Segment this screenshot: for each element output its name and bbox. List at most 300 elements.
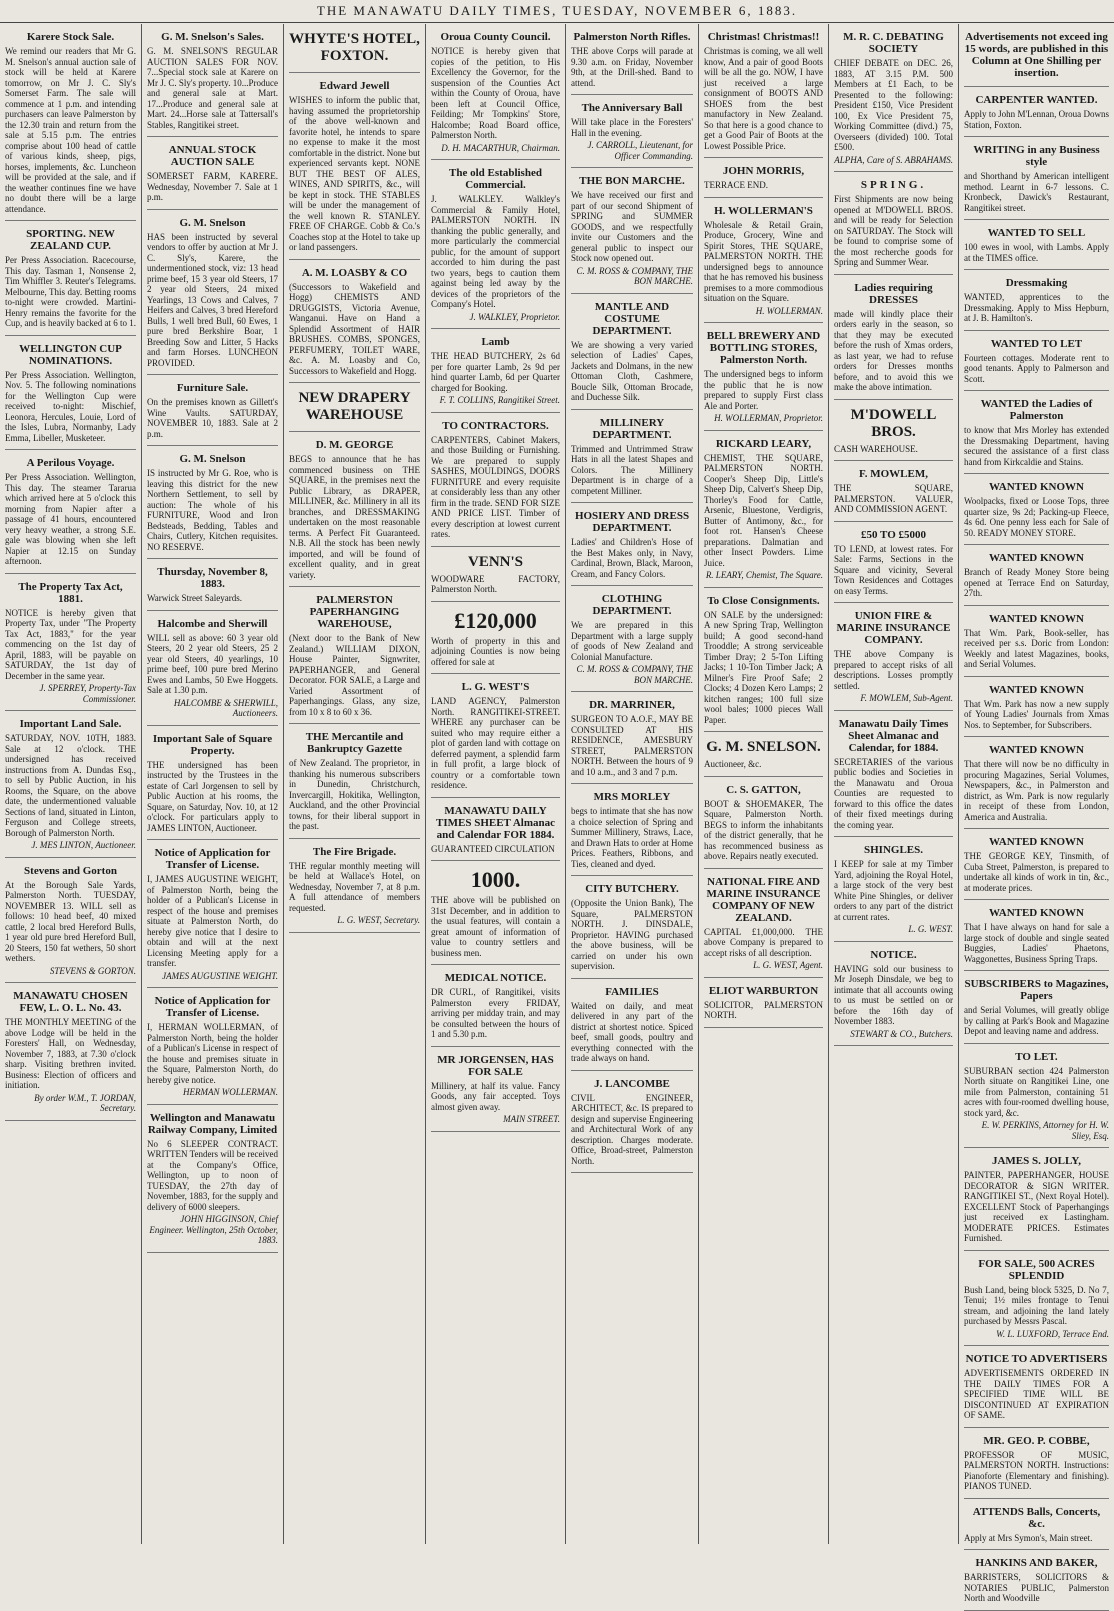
advertisement bbox=[704, 200, 823, 324]
advertisement bbox=[431, 162, 560, 329]
ad-signature: H. WOLLERMAN. bbox=[755, 305, 823, 316]
ad-title: WANTED KNOWN bbox=[988, 683, 1085, 696]
ad-body: SUBURBAN section 424 Palmerston North situate on Rangitikei Line, one mile from Palmerston, containing 51 acres with four-roomed dwelling house, stock yard, &c. bbox=[964, 1065, 1109, 1118]
ad-title: D. M. GEORGE bbox=[315, 439, 394, 451]
ad-title: The Property Tax Act, 1881. bbox=[18, 580, 123, 605]
ad-title: Furniture Sale. bbox=[176, 382, 249, 394]
ad-body: BEGS to announce that he has commenced business on THE SQUARE, in the premises next the Public Library, as DRAPER, MILLINER, &c. Millinery in all its branches, and DRESSMAKING undertaken on the most reasonable terms. A Perfect Fit Guaranteed. N.B. All the stock has been newly imported, and will be found of excellent quality, and in great variety. bbox=[289, 454, 420, 580]
ad-body: BARRISTERS, SOLICITORS & NOTARIES PUBLIC, Palmerston North and Woodville bbox=[964, 1572, 1109, 1603]
advertisement bbox=[964, 1150, 1109, 1251]
ad-title: WANTED KNOWN bbox=[988, 907, 1085, 919]
ad-title: The Anniversary Ball bbox=[581, 102, 683, 114]
advertisement bbox=[704, 26, 823, 158]
advertisement bbox=[289, 726, 420, 839]
ad-body: SOLICITOR, PALMERSTON NORTH. bbox=[704, 999, 823, 1020]
column-a bbox=[0, 24, 142, 1544]
ad-signature: C. M. ROSS & COMPANY, THE BON MARCHE. bbox=[576, 664, 693, 685]
ad-signature: C. M. ROSS & COMPANY, THE BON MARCHE. bbox=[576, 265, 693, 286]
advertisement bbox=[704, 160, 823, 198]
ad-body: and Shorthand by American intelligent method. Learnt in 6-7 lessons. C. Kronbeck, Dawick's Restaurant, Rangitikei street. bbox=[964, 171, 1109, 213]
ad-title: SPORTING. NEW ZEALAND CUP. bbox=[26, 228, 115, 252]
ad-title: Edward Jewell bbox=[319, 80, 390, 92]
ad-signature: E. W. PERKINS, Attorney for H. W. Sliey, Esq. bbox=[981, 1120, 1109, 1141]
ad-title: 1000. bbox=[470, 867, 521, 892]
advertisement bbox=[147, 1107, 278, 1253]
ad-title: CLOTHING DEPARTMENT. bbox=[592, 593, 672, 617]
ad-title: A Perilous Voyage. bbox=[26, 457, 115, 469]
ad-body: BOOT & SHOEMAKER, The Square, Palmerston North. BEGS to inform the inhabitants of the district generally, that he has recommenced business as above. Repairs neatly executed. bbox=[704, 798, 823, 861]
ad-title: RICKARD LEARY, bbox=[715, 437, 812, 450]
advertisement bbox=[147, 212, 278, 376]
ad-title: G. M. Snelson bbox=[179, 216, 246, 229]
ad-title: Advertisements not exceed ing 15 words, are published in this Column at One Shilling per insertion. bbox=[964, 31, 1109, 79]
ad-title: L. G. WEST'S bbox=[461, 681, 530, 693]
ad-title: MEDICAL NOTICE. bbox=[444, 972, 547, 984]
ad-body: HAS been instructed by several vendors to offer by auction at Mr J. C. Sly's, Karere, the undermentioned stock, viz: 13 head prime beef, 15 3 year old Steers, 17 2 year old Steers, 24 mixed Yearlings, 13 Cows and Calves, 7 Heifers and Calves, 3 bred Hereford Bulls, 1 well bred Bull, 60 Ewes, 1 pure bred Berkshire Boar, 1 Breeding Sow and Litter, 5 Hacks and farm Horses. LUNCHEON PROVIDED. bbox=[147, 231, 278, 368]
ad-body: LAND AGENCY, Palmerston North. RANGITIKEI-STREET. WHERE any purchaser can be suited who may require either a plot of garden land with cottage on deferred payment, a splendid farm in full profit, a large block of country or a comfortable town residence. bbox=[431, 696, 560, 790]
ad-title: Karere Stock Sale. bbox=[26, 31, 115, 43]
ad-title: Lamb bbox=[481, 336, 510, 348]
ad-title: WANTED TO LET bbox=[990, 337, 1083, 350]
ad-body: SATURDAY, NOV. 10TH, 1883. Sale at 12 o'clock. THE undersigned has received instructions from A. Dundas Esq., to sell by Public Auction, in his Rooms, the Square, on the above date, the undermentioned valuable Sections of land, situated in Linton, Ferguson and College streets, Borough of Palmerston North. bbox=[5, 733, 136, 838]
ad-title: NEW DRAPERY WAREHOUSE bbox=[298, 390, 411, 423]
ad-title: CARPENTER WANTED. bbox=[975, 94, 1098, 106]
advertisement bbox=[964, 831, 1109, 900]
ad-title: WANTED TO SELL bbox=[987, 227, 1086, 239]
ad-signature: J. MES LINTON, Auctioneer. bbox=[31, 840, 136, 850]
ad-title: WRITING in any Business style bbox=[973, 144, 1100, 168]
ad-title: TO LET. bbox=[1015, 1050, 1058, 1063]
ad-title: MR JORGENSEN, HAS FOR SALE bbox=[437, 1053, 554, 1078]
ad-title: JAMES S. JOLLY, bbox=[991, 1155, 1082, 1167]
ad-signature: R. LEARY, Chemist, The Square. bbox=[705, 570, 823, 580]
ad-body: GUARANTEED CIRCULATION bbox=[431, 843, 555, 854]
ad-title: VENN'S bbox=[467, 553, 523, 570]
advertisement bbox=[571, 878, 693, 979]
advertisement bbox=[289, 434, 420, 587]
ad-signature: L. G. WEST, Secretary. bbox=[337, 915, 420, 925]
advertisement bbox=[964, 1430, 1109, 1499]
advertisement bbox=[147, 842, 278, 988]
ad-body: CAPITAL £1,000,000. THE above Company is prepared to accept risks of all description. bbox=[704, 926, 823, 958]
ad-title: MILLINERY DEPARTMENT. bbox=[592, 416, 672, 441]
advertisement bbox=[5, 223, 136, 336]
advertisement bbox=[834, 713, 953, 838]
ad-body: Auctioneer, &c. bbox=[704, 759, 762, 769]
advertisement bbox=[964, 739, 1109, 829]
advertisement bbox=[704, 325, 823, 431]
advertisement bbox=[5, 338, 136, 451]
ad-title: Notice of Application for Transfer of License. bbox=[154, 995, 271, 1019]
advertisement bbox=[571, 694, 693, 784]
ad-title: NATIONAL FIRE AND MARINE INSURANCE COMPANY OF NEW ZEALAND. bbox=[706, 875, 821, 924]
advertisement bbox=[834, 463, 953, 522]
advertisement bbox=[5, 26, 136, 221]
advertisement bbox=[289, 262, 420, 384]
ad-title: WHYTE'S HOTEL, FOXTON. bbox=[289, 31, 420, 64]
ad-title: THE BON MARCHE. bbox=[579, 175, 685, 187]
ad-title: HANKINS AND BAKER, bbox=[975, 1557, 1098, 1569]
ad-title: SHINGLES. bbox=[864, 844, 923, 856]
ad-signature: D. H. MACARTHUR, Chairman. bbox=[441, 142, 560, 153]
ad-title: G. M. Snelson's Sales. bbox=[161, 31, 264, 43]
advertisement bbox=[834, 174, 953, 275]
column-c bbox=[284, 24, 426, 1544]
ad-body: ON SALE by the undersigned: A new Spring Trap, Wellington build; A good second-hand Trooddle; A strong serviceable Timber Dray; 2 5-Ton Lifting Jacks; 1 10-Ton Timber Jack; A Milner's Fire Proof Safe; 2 Clocks; 4 Dozen Kero Lamps; 2 kitchen ranges; 100 full size wool bales; 1000 pieces Wall Paper. bbox=[704, 609, 823, 725]
ad-body: THE above Company is prepared to accept risks of all descriptions. Losses promptly settled. bbox=[834, 649, 953, 691]
ad-body: CIVIL ENGINEER, ARCHITECT, &c. IS prepared to design and supervise Engineering and Architectural Work of any description. Charges moderate. Office, Broad-street, Palmerston North. bbox=[571, 1092, 693, 1166]
advertisement bbox=[964, 89, 1109, 137]
ad-signature: L. G. WEST. bbox=[908, 924, 953, 934]
ad-title: Important Land Sale. bbox=[19, 718, 122, 730]
ad-body: THE HEAD BUTCHERY, 2s 6d per fore quarter Lamb, 2s 9d per hind quarter Lamb, 6d per Quarter charged for Booking. bbox=[431, 351, 560, 393]
ad-body: Worth of property in this and adjoining Counties is now being offered for sale at bbox=[431, 635, 560, 667]
ad-title: UNION FIRE & MARINE INSURANCE COMPANY. bbox=[836, 610, 951, 646]
ad-title: MANAWATU CHOSEN FEW, L. O. L. No. 43. bbox=[13, 990, 128, 1014]
ad-signature: JAMES AUGUSTINE WEIGHT. bbox=[162, 970, 278, 981]
ad-body: CHEMIST, THE SQUARE, PALMERSTON NORTH. Cooper's Sheep Dip, Little's Sheep Dip, Calvert's Sheep Dip, Thorley's Food for Cattle, Arsenic, Bluestone, Verdigris, Butter of Antimony, &c., for foot rot. Hansen's Cheese preparations. Dalmatian and other Insect Powders. Lime Juice. bbox=[704, 452, 823, 568]
advertisement bbox=[147, 728, 278, 841]
ad-body: Waited on daily, and meat delivered in any part of the district at shortest notice. Spiced beef, small goods, poultry and everything connected with the trade always on hand. bbox=[571, 1000, 693, 1063]
ad-title: HOSIERY AND DRESS DEPARTMENT. bbox=[574, 510, 690, 534]
ad-body: THE undersigned has been instructed by the Trustees in the estate of Carl Jorgensen to sell by Public Auction at his rooms, the Square, on Saturday, Nov. 10, at 12 o'clock. For particulars apply to JAMES LINTON, Auctioneer. bbox=[147, 759, 278, 833]
ad-body: Per Press Association. Wellington, This day. The steamer Tararua which arrived here at 5 o'clock this morning from Napier after a passage of 41 hours, encountered very heavy weather, a strong S.E. gale was blowing when she left Napier at 12.15 on Sunday afternoon. bbox=[5, 472, 136, 566]
advertisement bbox=[571, 588, 693, 692]
ad-title: Christmas! Christmas!! bbox=[707, 31, 820, 43]
advertisement bbox=[964, 547, 1109, 606]
advertisement bbox=[834, 839, 953, 942]
advertisement bbox=[147, 448, 278, 559]
ad-body: NOTICE is hereby given that Property Tax, under "The Property Tax Act, 1883," for the year commencing on the 1st day of April, 1883, will be payable on SATURDAY, the 1st day of December in the same year. bbox=[5, 607, 136, 681]
advertisement bbox=[964, 1253, 1109, 1347]
ad-body: THE GEORGE KEY, Tinsmith, of Cuba Street, Palmerston, is prepared to undertake all kinds of work in tin, &c., at moderate prices. bbox=[964, 851, 1109, 893]
ad-body: Trimmed and Untrimmed Straw Hats in all the latest Shapes and Colors. The Millinery Department is in charge of a competent Milliner. bbox=[571, 443, 693, 496]
ad-signature: F. T. COLLINS, Rangitikei Street. bbox=[439, 395, 560, 405]
ad-title: ATTENDS Balls, Concerts, &c. bbox=[972, 1505, 1101, 1530]
ad-body: SOMERSET FARM, KARERE. Wednesday, November 7. Sale at 1 p.m. bbox=[147, 171, 278, 202]
advertisement bbox=[571, 26, 693, 95]
ad-body: SECRETARIES of the various public bodies and Societies in the Manawatu and Oroua Counties are requested to forward to this office the dates of their fixed meetings during the coming year. bbox=[834, 756, 953, 830]
ad-body: THE above will be published on 31st December, and in addition to the usual features, will contain a great amount of information of value to country settlers and business men. bbox=[431, 895, 560, 958]
ad-title: BELL BREWERY AND BOTTLING STORES, Palmerston North. bbox=[706, 330, 821, 366]
advertisement bbox=[147, 377, 278, 446]
ad-body: DR CURL, of Rangitikei, visits Palmerston every FRIDAY, arriving per midday train, and may be consulted between the hours of 1 and 5.30 p.m. bbox=[431, 987, 560, 1039]
ad-body: WOODWARE FACTORY, Palmerston North. bbox=[431, 573, 560, 594]
advertisement bbox=[571, 505, 693, 586]
ad-body: ADVERTISEMENTS ORDERED IN THE DAILY TIMES FOR A SPECIFIED TIME WILL BE DISCONTINUED AT EXPIRATION OF SAME. bbox=[964, 1368, 1109, 1420]
advertisement bbox=[834, 944, 953, 1047]
ad-body: and Serial Volumes, will greatly oblige by calling at Park's Book and Magazine Depot and leaving name and address. bbox=[964, 1005, 1109, 1036]
advertisement bbox=[964, 608, 1109, 677]
ad-body: THE MONTHLY MEETING of the above Lodge will be held in the Foresters' Hall, on Wednesday, November 7, 1883, at 7.30 o'clock sharp. Visiting brethren invited. Business: Election of officers and initiation. bbox=[5, 1017, 136, 1090]
advertisement bbox=[571, 97, 693, 168]
ad-title: M'DOWELL BROS. bbox=[850, 406, 937, 440]
ad-body: Apply to John M'Lennan, Oroua Downs Station, Foxton. bbox=[964, 109, 1109, 130]
ad-body: WISHES to inform the public that, having assumed the proprietorship of the above well-known and favorite hotel, he intends to spare no expense to make it the most comfortable in the district. None but experienced servants kept. NONE BUT THE BEST OF ALES, WINES, AND SPIRITS, &c., will be kept in stock. THE STABLES will be under the management of the well known R. STANLEY. FREE OF CHARGE. Cobb & Co.'s Coaches stop at the Hotel to take up or land passengers. bbox=[289, 95, 420, 252]
ad-title: G. M. Snelson bbox=[179, 453, 246, 465]
ad-title: WANTED KNOWN bbox=[988, 552, 1085, 564]
ad-body: First Shipments are now being opened at M'DOWELL BROS. and will be ready for Selection on SATURDAY. The Stock will be found to comprise some of the most recherche goods for Spring and Summer Wear. bbox=[834, 194, 953, 267]
advertisement bbox=[5, 452, 136, 574]
ad-signature: ALPHA, Care of S. ABRAHAMS. bbox=[834, 154, 953, 165]
ad-title: Palmerston North Rifles. bbox=[573, 31, 691, 43]
advertisement bbox=[289, 75, 420, 260]
ad-body: of New Zealand. The proprietor, in thanking his numerous subscribers in Dunedin, Christchurch, Invercargill, Hokitika, Wellington, Auckland, and the other Provincial towns, for their liberal support in the past. bbox=[289, 758, 420, 831]
ad-body: Millinery, at half its value. Fancy Goods, any fair accepted. Toys almost given away. bbox=[431, 1080, 560, 1112]
ad-title: Manawatu Daily Times Sheet Almanac and Calendar, for 1884. bbox=[838, 717, 949, 754]
ad-body: CARPENTERS, Cabinet Makers, and those Building or Furnishing. We are prepared to supply SASHES, MOULDINGS, DOORS FURNITURE and every requisite at considerably less than any other firm in the trade. SEND FOR SIZE AND PRICE LIST. Timber of every description at lowest current rates. bbox=[431, 434, 560, 539]
ad-title: TO CONTRACTORS. bbox=[442, 419, 549, 432]
column-d bbox=[426, 24, 566, 1544]
ad-signature: J. CARROLL, Lieutenant, for Officer Commanding. bbox=[587, 140, 693, 161]
advertisement bbox=[834, 277, 953, 400]
ad-title: Notice of Application for Transfer of License. bbox=[154, 847, 271, 871]
advertisement bbox=[571, 786, 693, 876]
ad-body: Woolpacks, fixed or Loose Tops, three quarter size, 9s 2d; Packing-up Fleece, 4s 6d. One penny less each for Sale of 50. READY MONEY STORE. bbox=[964, 496, 1109, 538]
ad-title: SPRING. bbox=[860, 179, 927, 191]
ad-title: FAMILIES bbox=[605, 985, 659, 998]
advertisement bbox=[704, 433, 823, 588]
ad-body: WILL sell as above: 60 3 year old Steers, 20 2 year old Steers, 25 2 year old Steers, 40 yearlings, 10 prime beef, 100 pure bred Merino Ewes and Lambs, 50 Ewe Hoggets. Sale at 1.30 p.m. bbox=[147, 632, 278, 695]
advertisement bbox=[964, 222, 1109, 270]
ad-title: The Fire Brigade. bbox=[312, 845, 397, 858]
ad-title: MRS MORLEY bbox=[593, 791, 671, 803]
advertisement bbox=[964, 1501, 1109, 1551]
ad-body: made will kindly place their orders early in the season, so that they may be executed before the rush of Xmas orders, as last year, we had to refuse orders for Dresses months before, and to avoid this we make the above intimation. bbox=[834, 308, 953, 392]
ad-title: Wellington and Manawatu Railway Company, Limited bbox=[147, 1111, 278, 1136]
ad-title: J. LANCOMBE bbox=[594, 1077, 670, 1090]
advertisement bbox=[964, 902, 1109, 971]
ad-body: THE above Corps will parade at 9.30 a.m. on Friday, November 9th, at the Drill-shed. Band to attend. bbox=[571, 46, 693, 88]
advertisement bbox=[289, 841, 420, 933]
advertisement bbox=[964, 333, 1109, 392]
advertisement bbox=[704, 779, 823, 869]
advertisement bbox=[147, 26, 278, 137]
ad-title: WANTED KNOWN bbox=[988, 612, 1085, 625]
advertisement bbox=[964, 973, 1109, 1044]
ad-signature: STEVENS & GORTON. bbox=[49, 965, 136, 976]
ad-body: J. WALKLEY. Walkley's Commercial & Family Hotel, PALMERSTON NORTH. IN thanking the public generally, and more particularly the commercial public, for the amount of support accorded to him during the past two years, begs to caution them against being led away by the devices of the proprietors of the Company's Hotel. bbox=[431, 194, 560, 309]
ad-body: That Wm. Park has now a new supply of Young Ladies' Journals from Xmas Nos. to September, for Subscribers. bbox=[964, 698, 1109, 730]
advertisement bbox=[431, 676, 560, 798]
ad-body: The undersigned begs to inform the public that he is now prepared to supply First class Ale and Porter. bbox=[704, 369, 823, 411]
advertisement bbox=[431, 967, 560, 1047]
advertisement bbox=[289, 26, 420, 73]
advertisement bbox=[834, 26, 953, 172]
ad-body: Wholesale & Retail Grain, Produce, Grocery, Wine and Spirit Stores, THE SQUARE, PALMERSTON NORTH. THE undersigned begs to announce that he has removed his business premises to a more commodious situation on the Square. bbox=[704, 219, 823, 303]
advertisement bbox=[571, 170, 693, 294]
advertisement bbox=[964, 1348, 1109, 1428]
advertisement bbox=[571, 296, 693, 410]
ad-title: FOR SALE, 500 ACRES SPLENDID bbox=[978, 1257, 1095, 1282]
ad-body: IS instructed by Mr G. Roe, who is leaving this district for the new Northern Settlement, to sell by auction: The whole of his FURNITURE, Wood and Iron Bedsteads, Bedding, Tables and Chairs, Cutlery, Kitchen requisites. NO RESERVE. bbox=[147, 468, 278, 552]
column-b bbox=[142, 24, 284, 1544]
ad-body: I, JAMES AUGUSTINE WEIGHT, of Palmerston North, being the holder of a Publican's License in respect of the house and premises situate at Palmerston North, do hereby give notice that I desire to obtain and will at the next Licensing Meeting apply for a transfer. bbox=[147, 874, 278, 968]
ad-body: We have received our first and part of our second Shipment of SPRING and SUMMER GOODS, and we respectfully invite our Customers and the general public to inspect our Stock now opened out. bbox=[571, 190, 693, 263]
ad-signature: F. MOWLEM, Sub-Agent. bbox=[860, 693, 953, 703]
ad-signature: HALCOMBE & SHERWILL, Auctioneers. bbox=[173, 697, 278, 718]
advertisement bbox=[431, 800, 560, 862]
advertisement bbox=[834, 605, 953, 711]
ad-title: F. MOWLEM, bbox=[859, 468, 928, 480]
ad-title: MANTLE AND COSTUME DEPARTMENT. bbox=[592, 300, 672, 337]
ad-title: CITY BUTCHERY. bbox=[585, 883, 679, 895]
ad-title: WANTED KNOWN bbox=[988, 744, 1085, 756]
ad-title: Important Sale of Square Property. bbox=[152, 732, 273, 757]
advertisement bbox=[704, 590, 823, 733]
ad-body: On the premises known as Gillett's Wine Vaults. SATURDAY, NOVEMBER 10, 1883. Sale at 2 p.m. bbox=[147, 397, 278, 439]
ad-title: DR. MARRINER, bbox=[589, 699, 675, 711]
ad-body: I, HERMAN WOLLERMAN, of Palmerston North, being the holder of a Publican's License in respect of the house and premises situate in the Square, Palmerston North, do hereby give notice. bbox=[147, 1022, 278, 1085]
ad-body: No 6 SLEEPER CONTRACT. WRITTEN Tenders will be received at the Company's Office, Wellington, up to noon of TUESDAY, the 27th day of November, 1883, for the supply and delivery of 6000 sleepers. bbox=[147, 1138, 278, 1212]
ad-body: Warwick Street Saleyards. bbox=[147, 593, 242, 603]
ad-title: Ladies requiring DRESSES bbox=[854, 281, 933, 306]
column-h bbox=[959, 24, 1114, 1603]
ad-body: We are prepared in this Department with a large supply of goods of New Zealand and Colonial Manufacture. bbox=[571, 620, 693, 662]
ad-body: Ladies' and Children's Hose of the Best Makes only, in Navy, Cardinal, Brown, Black, Maroon, Cream, and Fancy Colors. bbox=[571, 537, 693, 579]
ad-title: WANTED KNOWN bbox=[988, 481, 1085, 493]
ad-body: NOTICE is hereby given that copies of the petition, to His Excellency the Governor, for the suspension of the Counties Act within the County of Oroua, have been left at Council Office, Feilding; Mr Tompkins' Store, Halcombe; Road Board office, Palmerston North. bbox=[431, 46, 560, 140]
advertisement bbox=[431, 863, 560, 965]
advertisement bbox=[147, 990, 278, 1105]
ad-body: PROFESSOR OF MUSIC, PALMERSTON NORTH. Instructions: Pianoforte (Elementary and finishing). PIANOS TUNED. bbox=[964, 1449, 1109, 1491]
ad-body: 100 ewes in wool, with Lambs. Apply at the TIMES office. bbox=[964, 242, 1109, 263]
ad-title: MANAWATU DAILY TIMES SHEET Almanac and Calendar FOR 1884. bbox=[436, 804, 555, 841]
ad-title: SUBSCRIBERS to Magazines, Papers bbox=[964, 978, 1109, 1002]
advertisement bbox=[964, 679, 1109, 738]
ad-body: We are showing a very varied selection of Ladies' Capes, Jackets and Dolmans, in the new Ottoman Cloth, Cashmere, Boucle Silk, Ottoman Brocade, and Duchesse Silk. bbox=[571, 339, 693, 402]
ad-signature: STEWART & CO., Butchers. bbox=[850, 1028, 953, 1039]
ad-body: begs to intimate that she has now a choice selection of Spring and Summer Millinery, Straws, Lace, and Drawn Hats to order at Home Prices. Feathers, Ribbons, and Ties, cleaned and dyed. bbox=[571, 806, 693, 869]
advertisement bbox=[964, 272, 1109, 331]
advertisement bbox=[431, 331, 560, 413]
advertisement bbox=[964, 26, 1109, 87]
column-f bbox=[699, 24, 829, 1544]
ad-body: Per Press Association. Wellington, Nov. 5. The following nominations for the Wellington Cup were received to-night: Mischief, Leonora, Hercules, Louie, Lord of the Isles, Lubra, Normanby, Lady Emma, Libeller, Musketeer. bbox=[5, 369, 136, 443]
advertisement bbox=[431, 26, 560, 160]
ad-body: Will take place in the Foresters' Hall in the evening. bbox=[571, 117, 693, 138]
ad-title: H. WOLLERMAN'S bbox=[714, 204, 813, 217]
ad-body: That Wm. Park, Book-seller, has received per s.s. Doric from London: Weekly and latest Magazines, books, and Serial Volumes. bbox=[964, 627, 1109, 669]
advertisement bbox=[147, 613, 278, 726]
ad-body: SURGEON TO A.O.F., MAY BE CONSULTED AT HIS RESIDENCE, AMESBURY STREET, PALMERSTON NORTH. Between the hours of 9 and 10 a.m., and 3 and 7 p.m. bbox=[571, 714, 693, 777]
ad-title: G. M. SNELSON. bbox=[706, 739, 821, 755]
ad-body: That there will now be no difficulty in procuring Magazines, Serial Volumes, Newspapers, &c., in Palmerston and district, as Wm. Park is now regularly in receipt of these from London, America and Australia. bbox=[964, 759, 1109, 822]
advertisement bbox=[964, 1552, 1109, 1611]
ad-body: Fourteen cottages. Moderate rent to good tenants. Apply to Palmerson and Scott. bbox=[964, 352, 1109, 384]
ad-title: NOTICE. bbox=[870, 948, 917, 961]
ad-signature: HERMAN WOLLERMAN. bbox=[183, 1087, 278, 1097]
ad-title: A. M. LOASBY & CO bbox=[301, 266, 408, 279]
advertisement bbox=[431, 549, 560, 602]
ad-signature: H. WOLLERMAN, Proprietor. bbox=[714, 413, 823, 423]
ad-body: (Successors to Wakefield and Hogg) CHEMISTS AND DRUGGISTS, Victoria Avenue, Wanganui. Have on Hand a Splendid Assortment of HAIR BRUSHES. COMBS, SPONGES, PERFUMERY, TOILET WARE, &c. A. M. Loasby and Co, Successors to Wakefield and Hogg. bbox=[289, 281, 420, 376]
masthead: THE MANAWATU DAILY TIMES, TUESDAY, NOVEMBER 6, 1883. bbox=[0, 0, 1114, 23]
advertisement bbox=[704, 980, 823, 1028]
ad-title: Thursday, November 8, 1883. bbox=[157, 566, 268, 590]
ad-body: I KEEP for sale at my Timber Yard, adjoining the Royal Hotel, a large stock of the very best White Pine Shingles, or deliver orders to any part of the district at current rates. bbox=[834, 859, 953, 922]
ad-signature: MAIN STREET. bbox=[503, 1114, 560, 1124]
ad-title: Dressmaking bbox=[1005, 277, 1068, 289]
advertisement bbox=[5, 860, 136, 984]
advertisement bbox=[571, 412, 693, 504]
ad-title: Oroua County Council. bbox=[440, 31, 551, 43]
ad-body: (Opposite the Union Bank), The Square, PALMERSTON NORTH. J. DINSDALE, Proprietor. HAVING purchased the above business, will be carried on under his own supervision. bbox=[571, 898, 693, 971]
columns bbox=[0, 24, 1114, 1603]
advertisement bbox=[147, 561, 278, 611]
ad-title: Stevens and Gorton bbox=[24, 864, 117, 877]
ad-body: (Next door to the Bank of New Zealand.) WILLIAM DIXON, House Painter, Signwriter, PAPERHANGER, and General Decorator. FOR SALE, a Large and Varied Assortment of Paperhangings. Glass, any size, from 10 x 8 to 60 x 36. bbox=[289, 633, 420, 717]
ad-body: Christmas is coming, we all well know, And a pair of good Boots will be all the go. NOW, I have just received a large consignment of BOOTS AND SHOES from the best manufactory in New Zealand. So that here is a good chance to get a Good Pair of Boots at the Lowest Possible Price. bbox=[704, 46, 823, 151]
ad-title: WELLINGTON CUP NOMINATIONS. bbox=[19, 342, 122, 367]
ad-body: Apply at Mrs Symon's, Main street. bbox=[964, 1532, 1093, 1543]
advertisement bbox=[289, 589, 420, 724]
ad-title: WANTED KNOWN bbox=[988, 836, 1085, 848]
advertisement bbox=[964, 1046, 1109, 1149]
advertisement bbox=[571, 1073, 693, 1174]
ad-body: CASH WAREHOUSE. bbox=[834, 443, 918, 454]
ad-title: £120,000 bbox=[454, 607, 537, 633]
ad-body: WANTED, apprentices to the Dressmaking. Apply to Miss Hepburn, at J. B. Hamilton's. bbox=[964, 292, 1109, 323]
ad-signature: L. G. WEST, Agent. bbox=[753, 960, 823, 970]
ad-body: We remind our readers that Mr G. M. Snelson's annual auction sale of stock will be held at Karere tomorrow, on Mr J. C. Sly's Somerset Farm. The sale will commence at 1 p.m. and intending purchasers can leave Palmerston by the 12.30 train and return from the sale at 5.15 p.m. The entries comprise about 100 head of cattle of various kinds, sheep, pigs, horses, implements, &c. Luncheon will be provided at the sale, and if the weather continues fine we have no doubt there will be a large attendance. bbox=[5, 46, 136, 214]
ad-body: Bush Land, being block 5325, D. No 7, Tenui; 1½ miles frontage to Tenui stream, and adjoining the land lately purchased by Messrs Pascal. bbox=[964, 1284, 1109, 1326]
ad-body: TO LEND, at lowest rates. For Sale: Farms, Sections in the Square and vicinity, Several Town Residences and Cottages on easy Terms. bbox=[834, 543, 953, 596]
column-g bbox=[829, 24, 959, 1544]
ad-title: NOTICE TO ADVERTISERS bbox=[965, 1353, 1108, 1365]
column-e bbox=[566, 24, 699, 1544]
ad-body: PAINTER, PAPERHANGER, HOUSE DECORATOR & SIGN WRITER. RANGITIKEI ST., (Next Royal Hotel). EXCELLENT Stock of Paperhangings just received ex Lastingham. MODERATE PRICES. Estimates Furnished. bbox=[964, 1170, 1109, 1243]
ad-body: G. M. SNELSON'S REGULAR AUCTION SALES FOR NOV. 7...Special stock sale at Karere on Mr J. C. Sly's property. 10...Produce and general sale at Mart. 17...Produce and general sale at Mart. 24...Horse sale at Tattersall's Stables, Rangitikei street. bbox=[147, 46, 278, 130]
ad-signature: By order W.M., T. JORDAN, Secretary. bbox=[34, 1092, 136, 1113]
ad-title: £50 TO £5000 bbox=[861, 528, 926, 541]
ad-title: Halcombe and Sherwill bbox=[157, 617, 268, 630]
ad-title: MR. GEO. P. COBBE, bbox=[983, 1434, 1090, 1447]
advertisement bbox=[5, 985, 136, 1121]
ad-body: Per Press Association. Racecourse, This day. Tasman 1, Nonsense 2, Tim Whiffler 3. Reuter's Telegrams. Melbourne, This day. Betting rooms to-night were crowded. Martini-Henry remains the favorite for the Cup, and is heavily backed at 6 to 1. bbox=[5, 255, 136, 328]
ad-body: THE regular monthly meeting will be held at Wallace's Hotel, on Wednesday, November 7, at 8 p.m. A full attendance of members requested. bbox=[289, 860, 420, 913]
advertisement bbox=[431, 604, 560, 675]
advertisement bbox=[964, 393, 1109, 474]
ad-signature: J. SPERREY, Property-Tax Commissioner. bbox=[39, 683, 136, 704]
ad-title: C. S. GATTON, bbox=[726, 783, 801, 796]
ad-body: At the Borough Sale Yards, Palmerston North. TUESDAY, NOVEMBER 13. WILL sell as follows: 10 head beef, 40 mixed cattle, 2 local bred Hereford Bulls, 1 year old pure bred Hereford Bull, 20 Steers, 150 fat wethers, 50 short wethers. bbox=[5, 879, 136, 963]
advertisement bbox=[834, 402, 953, 462]
advertisement bbox=[704, 734, 823, 777]
ad-title: The old Established Commercial. bbox=[449, 167, 542, 191]
advertisement bbox=[431, 415, 560, 547]
advertisement bbox=[289, 385, 420, 432]
advertisement bbox=[431, 1049, 560, 1132]
ad-body: Branch of Ready Money Store being opened at Terrace End on Saturday, 27th. bbox=[964, 567, 1109, 598]
ad-title: To Close Consignments. bbox=[707, 594, 820, 607]
ad-body: CHIEF DEBATE on DEC. 26, 1883, AT 3.15 P.M. 500 Members at £1 Each, to be Presented to the following: President £150, Vice President 100, Ex Vice President 75, Working Committee (divd.) 75, Overseers (divided) 100. Total £500. bbox=[834, 58, 953, 152]
ad-body: TERRACE END. bbox=[704, 180, 768, 190]
ad-body: THE SQUARE, PALMERSTON. VALUER, AND COMMISSION AGENT. bbox=[834, 483, 953, 514]
ad-title: M. R. C. DEBATING SOCIETY bbox=[843, 31, 944, 55]
ad-title: WANTED the Ladies of Palmerston bbox=[980, 398, 1093, 422]
advertisement bbox=[964, 476, 1109, 545]
advertisement bbox=[147, 139, 278, 210]
ad-body: to know that Mrs Morley has extended the Dressmaking Department, having secured the assistance of a first class hand from Kirkcaldie and Stains. bbox=[964, 425, 1109, 467]
ad-signature: JOHN HIGGINSON, Chief Engineer. Wellington, 25th October, 1883. bbox=[149, 1214, 278, 1245]
advertisement bbox=[834, 524, 953, 604]
advertisement bbox=[704, 871, 823, 978]
ad-title: PALMERSTON PAPERHANGING WAREHOUSE, bbox=[309, 594, 400, 630]
ad-body: That I have always on hand for sale a large stock of double and single seated Buggies, Ladies' Phaetons, Waggonettes, Business Spring Traps. bbox=[964, 922, 1109, 964]
advertisement bbox=[964, 139, 1109, 220]
ad-signature: J. WALKLEY, Proprietor. bbox=[469, 311, 560, 322]
